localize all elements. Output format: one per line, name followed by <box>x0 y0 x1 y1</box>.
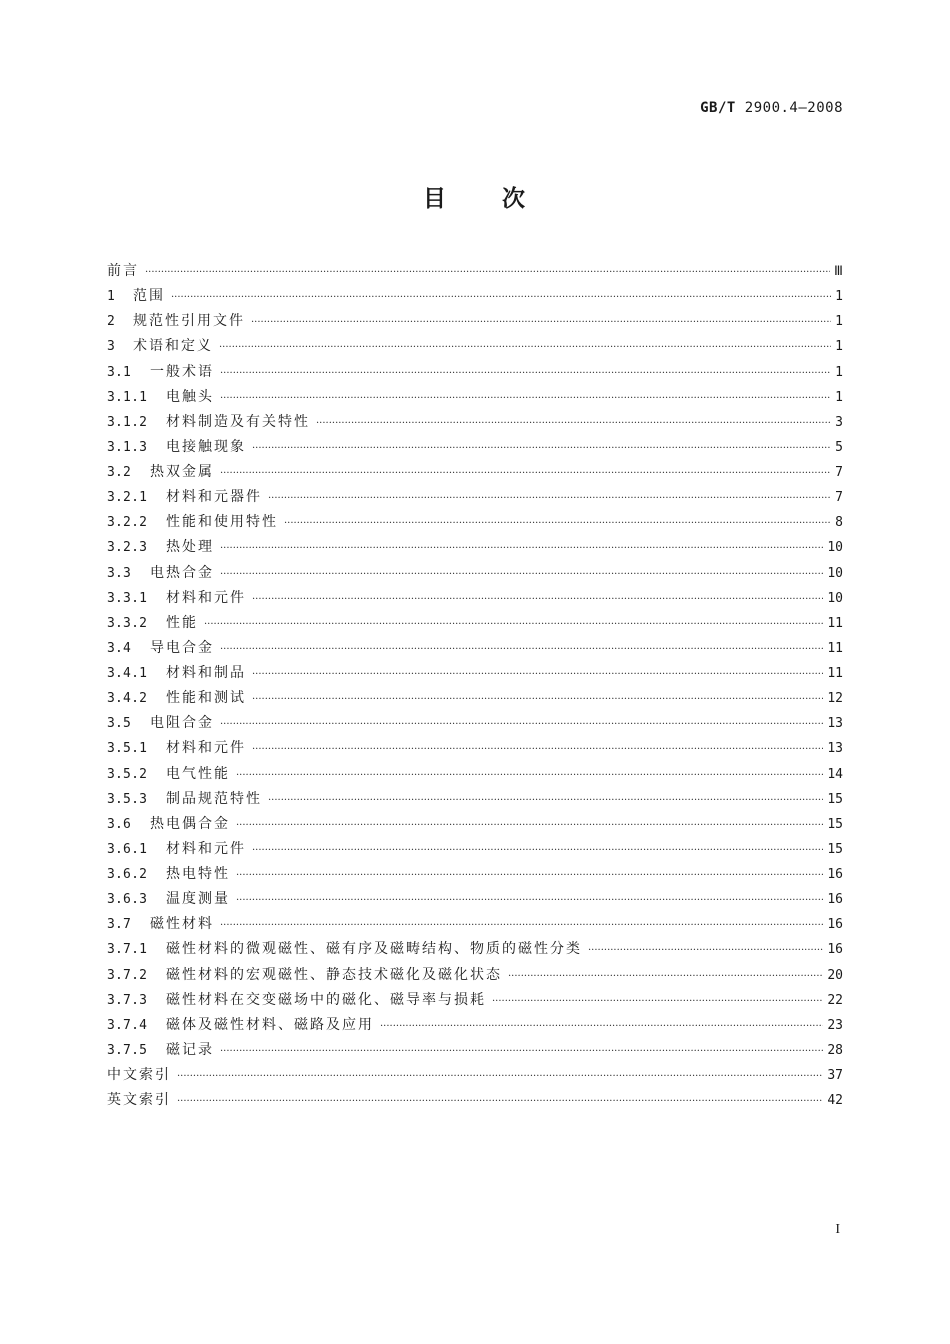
toc-entry-page: 7 <box>835 465 843 480</box>
toc-entry-page: 23 <box>827 1017 843 1033</box>
toc-entry[interactable] <box>107 689 843 714</box>
dot-leader <box>220 641 823 659</box>
toc-entry[interactable] <box>107 262 843 287</box>
toc-entry-title: 磁性材料的微观磁性、磁有序及磁畴结构、物质的磁性分类 <box>166 941 582 958</box>
dot-leader <box>252 691 823 709</box>
toc-entry[interactable] <box>107 589 843 614</box>
dot-leader <box>252 842 823 860</box>
toc-entry-page: 1 <box>835 339 843 355</box>
toc-entry[interactable] <box>107 966 843 991</box>
toc-entry-page: Ⅲ <box>834 264 843 279</box>
toc-entry-page: 15 <box>827 816 843 832</box>
toc-entry[interactable] <box>107 739 843 764</box>
toc-entry[interactable] <box>107 815 843 840</box>
toc-entry[interactable] <box>107 714 843 739</box>
toc-entry-title: 材料和元器件 <box>166 489 262 506</box>
toc-entry-title: 磁记录 <box>166 1041 214 1058</box>
toc-entry-number: 3.1.3 <box>107 439 148 455</box>
toc-entry-title: 温度测量 <box>166 891 230 908</box>
toc-entry-page: 10 <box>827 565 843 581</box>
dot-leader <box>220 716 823 734</box>
toc-entry-number: 3.7.5 <box>107 1042 148 1058</box>
dot-leader <box>236 767 823 785</box>
toc-entry[interactable] <box>107 564 843 589</box>
dot-leader <box>220 917 823 935</box>
dot-leader <box>316 415 831 433</box>
dot-leader <box>284 515 831 533</box>
toc-entry[interactable] <box>107 865 843 890</box>
dot-leader <box>251 314 831 332</box>
toc-entry-page: 15 <box>827 841 843 857</box>
toc-entry-title: 制品规范特性 <box>166 790 262 807</box>
toc-entry-page: 10 <box>827 590 843 606</box>
toc-entry[interactable] <box>107 991 843 1016</box>
toc-entry[interactable] <box>107 1066 843 1091</box>
toc-entry-number: 3.6.1 <box>107 841 148 857</box>
toc-entry-page: 15 <box>827 791 843 807</box>
toc-entry-title: 英文索引 <box>107 1092 171 1109</box>
toc-entry-page: 16 <box>827 917 843 933</box>
toc-entry-title: 前言 <box>107 263 139 279</box>
toc-entry-page: 16 <box>827 892 843 908</box>
toc-entry[interactable] <box>107 1091 843 1116</box>
toc-entry-title: 规范性引用文件 <box>133 313 245 330</box>
toc-entry[interactable] <box>107 664 843 689</box>
dot-leader <box>252 591 823 609</box>
toc-entry-page: 1 <box>835 289 843 305</box>
toc-entry-number: 3.4.2 <box>107 691 148 707</box>
toc-entry-number: 3.7 <box>107 917 132 933</box>
dot-leader <box>177 1093 823 1111</box>
toc-entry-number: 3.3.2 <box>107 615 148 631</box>
toc-entry-title: 热电特性 <box>166 866 230 882</box>
table-of-contents <box>107 262 843 1116</box>
page-number: I <box>835 1222 840 1237</box>
toc-entry[interactable] <box>107 940 843 965</box>
toc-entry-title: 热双金属 <box>150 464 214 480</box>
dot-leader <box>219 339 831 357</box>
toc-entry-title: 术语和定义 <box>133 338 213 355</box>
toc-entry[interactable] <box>107 639 843 664</box>
dot-leader <box>204 616 823 634</box>
toc-entry[interactable] <box>107 1041 843 1066</box>
toc-entry-number: 3.7.3 <box>107 992 148 1008</box>
toc-entry-page: 8 <box>835 515 843 531</box>
dot-leader <box>236 867 823 885</box>
dot-leader <box>236 817 823 835</box>
dot-leader <box>508 968 823 986</box>
toc-entry-number: 3.2.2 <box>107 515 148 531</box>
toc-entry-page: 16 <box>827 942 843 958</box>
toc-entry-number: 3.2.3 <box>107 540 148 556</box>
toc-entry-number: 3.7.1 <box>107 942 148 958</box>
toc-entry-number: 1 <box>107 289 116 305</box>
toc-entry-number: 3.5 <box>107 716 132 732</box>
toc-entry-page: 1 <box>835 364 843 380</box>
toc-entry-number: 3 <box>107 339 116 355</box>
toc-entry[interactable] <box>107 363 843 388</box>
toc-entry-number: 3.2.1 <box>107 490 148 506</box>
toc-entry-title: 材料制造及有关特性 <box>166 413 310 430</box>
toc-entry-page: 14 <box>827 766 843 782</box>
standard-serial: 2900.4—2008 <box>744 100 843 116</box>
toc-entry-number: 3.3.1 <box>107 590 148 606</box>
toc-entry-number: 2 <box>107 314 116 330</box>
toc-entry-page: 11 <box>827 640 843 656</box>
toc-entry-number: 3.7.4 <box>107 1017 148 1033</box>
toc-entry[interactable] <box>107 614 843 639</box>
toc-entry[interactable] <box>107 513 843 538</box>
toc-entry[interactable] <box>107 890 843 915</box>
toc-entry[interactable] <box>107 765 843 790</box>
toc-entry-page: 11 <box>827 615 843 631</box>
dot-leader <box>220 1043 823 1061</box>
toc-entry[interactable] <box>107 413 843 438</box>
toc-entry[interactable] <box>107 438 843 463</box>
toc-entry[interactable] <box>107 840 843 865</box>
toc-entry-title: 磁性材料的宏观磁性、静态技术磁化及磁化状态 <box>166 966 502 983</box>
toc-entry-page: 16 <box>827 867 843 882</box>
toc-entry-page: 1 <box>835 389 843 405</box>
toc-entry-title: 电热合金 <box>150 564 214 581</box>
toc-entry[interactable] <box>107 287 843 312</box>
toc-entry-title: 热处理 <box>166 539 214 556</box>
toc-entry-number: 3.7.2 <box>107 967 148 983</box>
dot-leader <box>177 1068 823 1086</box>
toc-entry-number: 3.3 <box>107 565 132 581</box>
toc-entry-title: 材料和元件 <box>166 840 246 857</box>
toc-entry-title: 热电偶合金 <box>150 815 230 832</box>
toc-entry-page: 3 <box>835 414 843 430</box>
dot-leader <box>268 490 831 508</box>
toc-entry-title: 中文索引 <box>107 1067 171 1083</box>
dot-leader <box>236 892 823 910</box>
toc-entry-title: 性能和测试 <box>166 690 246 707</box>
dot-leader <box>268 792 823 810</box>
toc-entry-title: 磁体及磁性材料、磁路及应用 <box>166 1016 374 1033</box>
toc-entry-number: 3.4.1 <box>107 666 148 681</box>
toc-entry[interactable] <box>107 312 843 337</box>
toc-entry[interactable] <box>107 538 843 563</box>
toc-entry-number: 3.2 <box>107 465 132 480</box>
toc-entry-title: 材料和制品 <box>166 665 246 681</box>
toc-entry-page: 13 <box>827 741 843 757</box>
toc-entry-number: 3.1 <box>107 364 132 380</box>
toc-entry-title: 材料和元件 <box>166 740 246 757</box>
toc-entry[interactable] <box>107 388 843 413</box>
toc-entry-number: 3.5.3 <box>107 791 148 807</box>
toc-entry-title: 电气性能 <box>166 765 230 782</box>
toc-entry-page: 11 <box>827 666 843 681</box>
dot-leader <box>220 566 823 584</box>
toc-entry-page: 42 <box>827 1093 843 1109</box>
toc-entry-page: 28 <box>827 1042 843 1058</box>
dot-leader <box>252 440 831 458</box>
toc-entry-page: 10 <box>827 540 843 556</box>
toc-entry-page: 12 <box>827 691 843 707</box>
toc-entry-page: 1 <box>835 314 843 330</box>
toc-entry-page: 37 <box>827 1068 843 1083</box>
dot-leader <box>220 365 831 383</box>
toc-entry-title: 性能和使用特性 <box>166 514 278 531</box>
standard-number <box>700 100 843 116</box>
toc-entry-page: 13 <box>827 716 843 732</box>
dot-leader <box>220 390 831 408</box>
toc-entry-number: 3.6.2 <box>107 867 148 882</box>
dot-leader <box>220 540 823 558</box>
standard-code: GB/T <box>700 100 736 116</box>
toc-entry-page: 22 <box>827 992 843 1008</box>
dot-leader <box>171 289 831 307</box>
toc-entry-title: 磁性材料在交变磁场中的磁化、磁导率与损耗 <box>166 991 486 1008</box>
toc-entry-number: 3.6 <box>107 816 132 832</box>
toc-entry-page: 7 <box>835 490 843 506</box>
toc-entry-title: 电接触现象 <box>166 438 246 455</box>
toc-entry-number: 3.4 <box>107 640 132 656</box>
toc-entry[interactable] <box>107 337 843 362</box>
toc-entry[interactable] <box>107 488 843 513</box>
toc-entry-title: 材料和元件 <box>166 589 246 606</box>
toc-entry-number: 3.5.2 <box>107 766 148 782</box>
toc-entry-title: 一般术语 <box>150 363 214 380</box>
dot-leader <box>145 264 830 282</box>
toc-entry-number: 3.1.2 <box>107 414 148 430</box>
dot-leader <box>252 741 823 759</box>
toc-entry-page: 5 <box>835 439 843 455</box>
dot-leader <box>588 942 823 960</box>
toc-entry-title: 电触头 <box>166 388 214 405</box>
toc-entry-title: 电阻合金 <box>150 715 214 732</box>
dot-leader <box>220 465 831 483</box>
toc-entry[interactable] <box>107 1016 843 1041</box>
toc-entry-page: 20 <box>827 967 843 983</box>
dot-leader <box>252 666 823 684</box>
page-title: 目 次 <box>422 186 527 212</box>
toc-entry-number: 3.1.1 <box>107 389 148 405</box>
dot-leader <box>492 993 823 1011</box>
toc-entry-title: 性能 <box>166 614 198 631</box>
toc-entry-number: 3.6.3 <box>107 892 148 908</box>
toc-entry[interactable] <box>107 790 843 815</box>
toc-entry-title: 范围 <box>133 288 165 305</box>
toc-entry-title: 导电合金 <box>150 639 214 656</box>
toc-entry-number: 3.5.1 <box>107 741 148 757</box>
toc-entry-title: 磁性材料 <box>150 916 214 933</box>
dot-leader <box>380 1018 823 1036</box>
toc-entry[interactable] <box>107 915 843 940</box>
toc-entry[interactable] <box>107 463 843 488</box>
